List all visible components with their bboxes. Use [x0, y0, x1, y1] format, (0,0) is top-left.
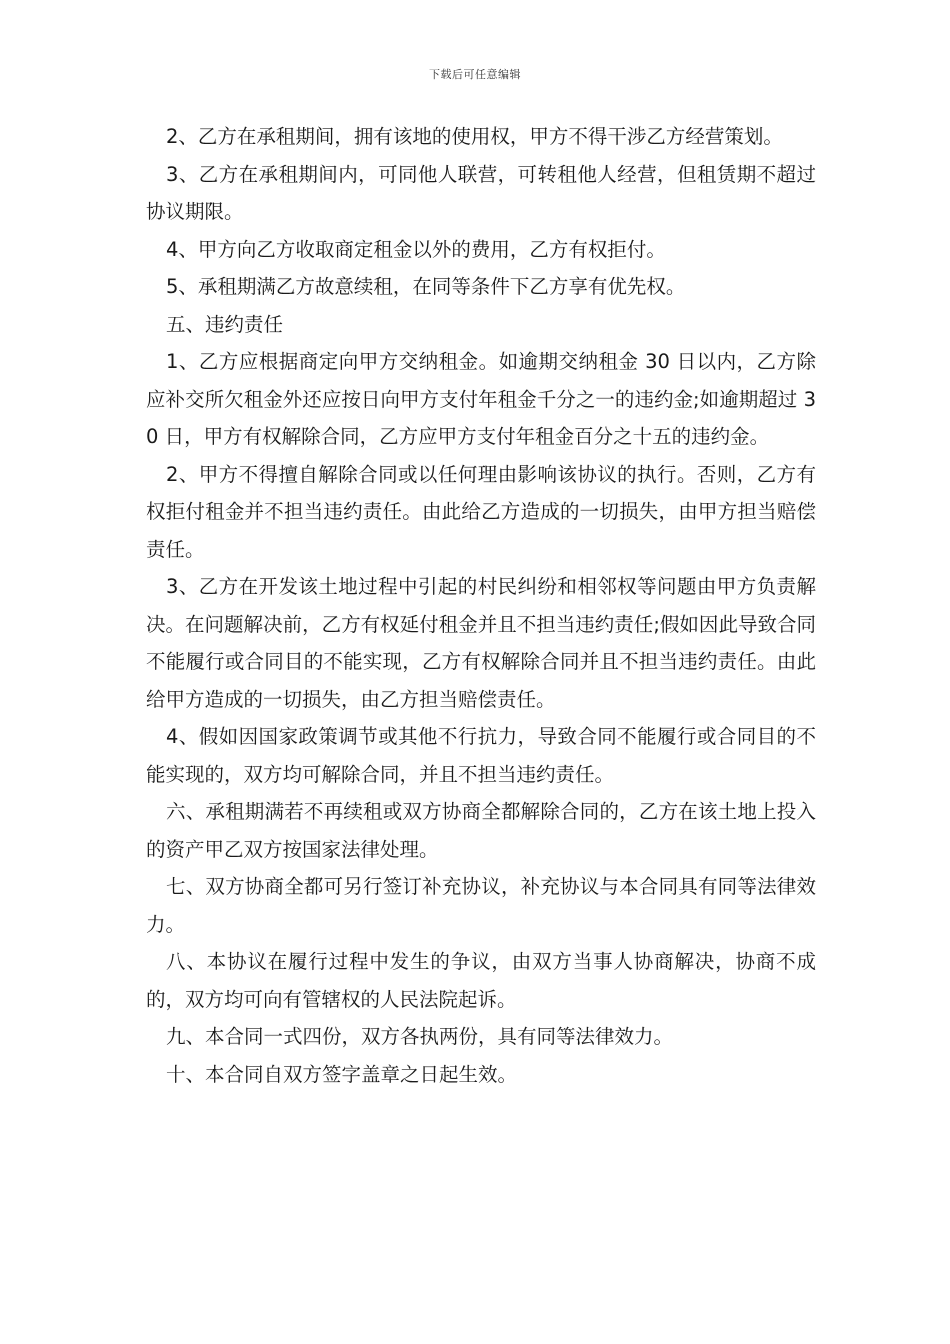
document-body	[146, 118, 816, 1093]
clause-paragraph: 4、假如因国家政策调节或其他不行抗力，导致合同不能履行或合同目的不能实现的，双方均可解除合同，并且不担当违约责任。	[146, 725, 816, 786]
section-paragraph: 七、双方协商全都可另行签订补充协议，补充协议与本合同具有同等法律效力。	[146, 875, 816, 936]
section-heading: 五、违约责任	[166, 312, 284, 336]
clause-paragraph: 1、乙方应根据商定向甲方交纳租金。如逾期交纳租金 30 日以内，乙方除应补交所欠租金外还应按日向甲方支付年租金千分之一的违约金;如逾期超过 30 日，甲方有权解除合同，乙方应甲方支付年租金百分之十五的违约金。	[146, 350, 816, 448]
clause-paragraph: 2、乙方在承租期间，拥有该地的使用权，甲方不得干涉乙方经营策划。	[166, 125, 783, 148]
clause-paragraph: 3、乙方在开发该土地过程中引起的村民纠纷和相邻权等问题由甲方负责解决。在问题解决前，乙方有权延付租金并且不担当违约责任;假如因此导致合同不能履行或合同目的不能实现，乙方有权解除合同并且不担当违约责任。由此给甲方造成的一切损失，由乙方担当赔偿责任。	[146, 575, 816, 711]
section-paragraph: 九、本合同一式四份，双方各执两份，具有同等法律效力。	[166, 1025, 674, 1048]
clause-paragraph: 4、甲方向乙方收取商定租金以外的费用，乙方有权拒付。	[166, 237, 666, 261]
clause-paragraph: 5、承租期满乙方故意续租，在同等条件下乙方享有优先权。	[166, 275, 686, 298]
section-paragraph: 十、本合同自双方签字盖章之日起生效。	[166, 1062, 518, 1086]
clause-paragraph: 2、甲方不得擅自解除合同或以任何理由影响该协议的执行。否则，乙方有权拒付租金并不担当违约责任。由此给乙方造成的一切损失，由甲方担当赔偿责任。	[146, 462, 816, 561]
section-paragraph: 六、承租期满若不再续租或双方协商全都解除合同的，乙方在该土地上投入的资产甲乙双方按国家法律处理。	[146, 800, 816, 861]
section-paragraph: 八、本协议在履行过程中发生的争议，由双方当事人协商解决，协商不成的，双方均可向有管辖权的人民法院起诉。	[146, 950, 816, 1011]
clause-paragraph: 3、乙方在承租期间内，可同他人联营，可转租他人经营，但租赁期不超过协议期限。	[146, 162, 816, 223]
page-header: 下载后可任意编辑	[429, 68, 521, 81]
